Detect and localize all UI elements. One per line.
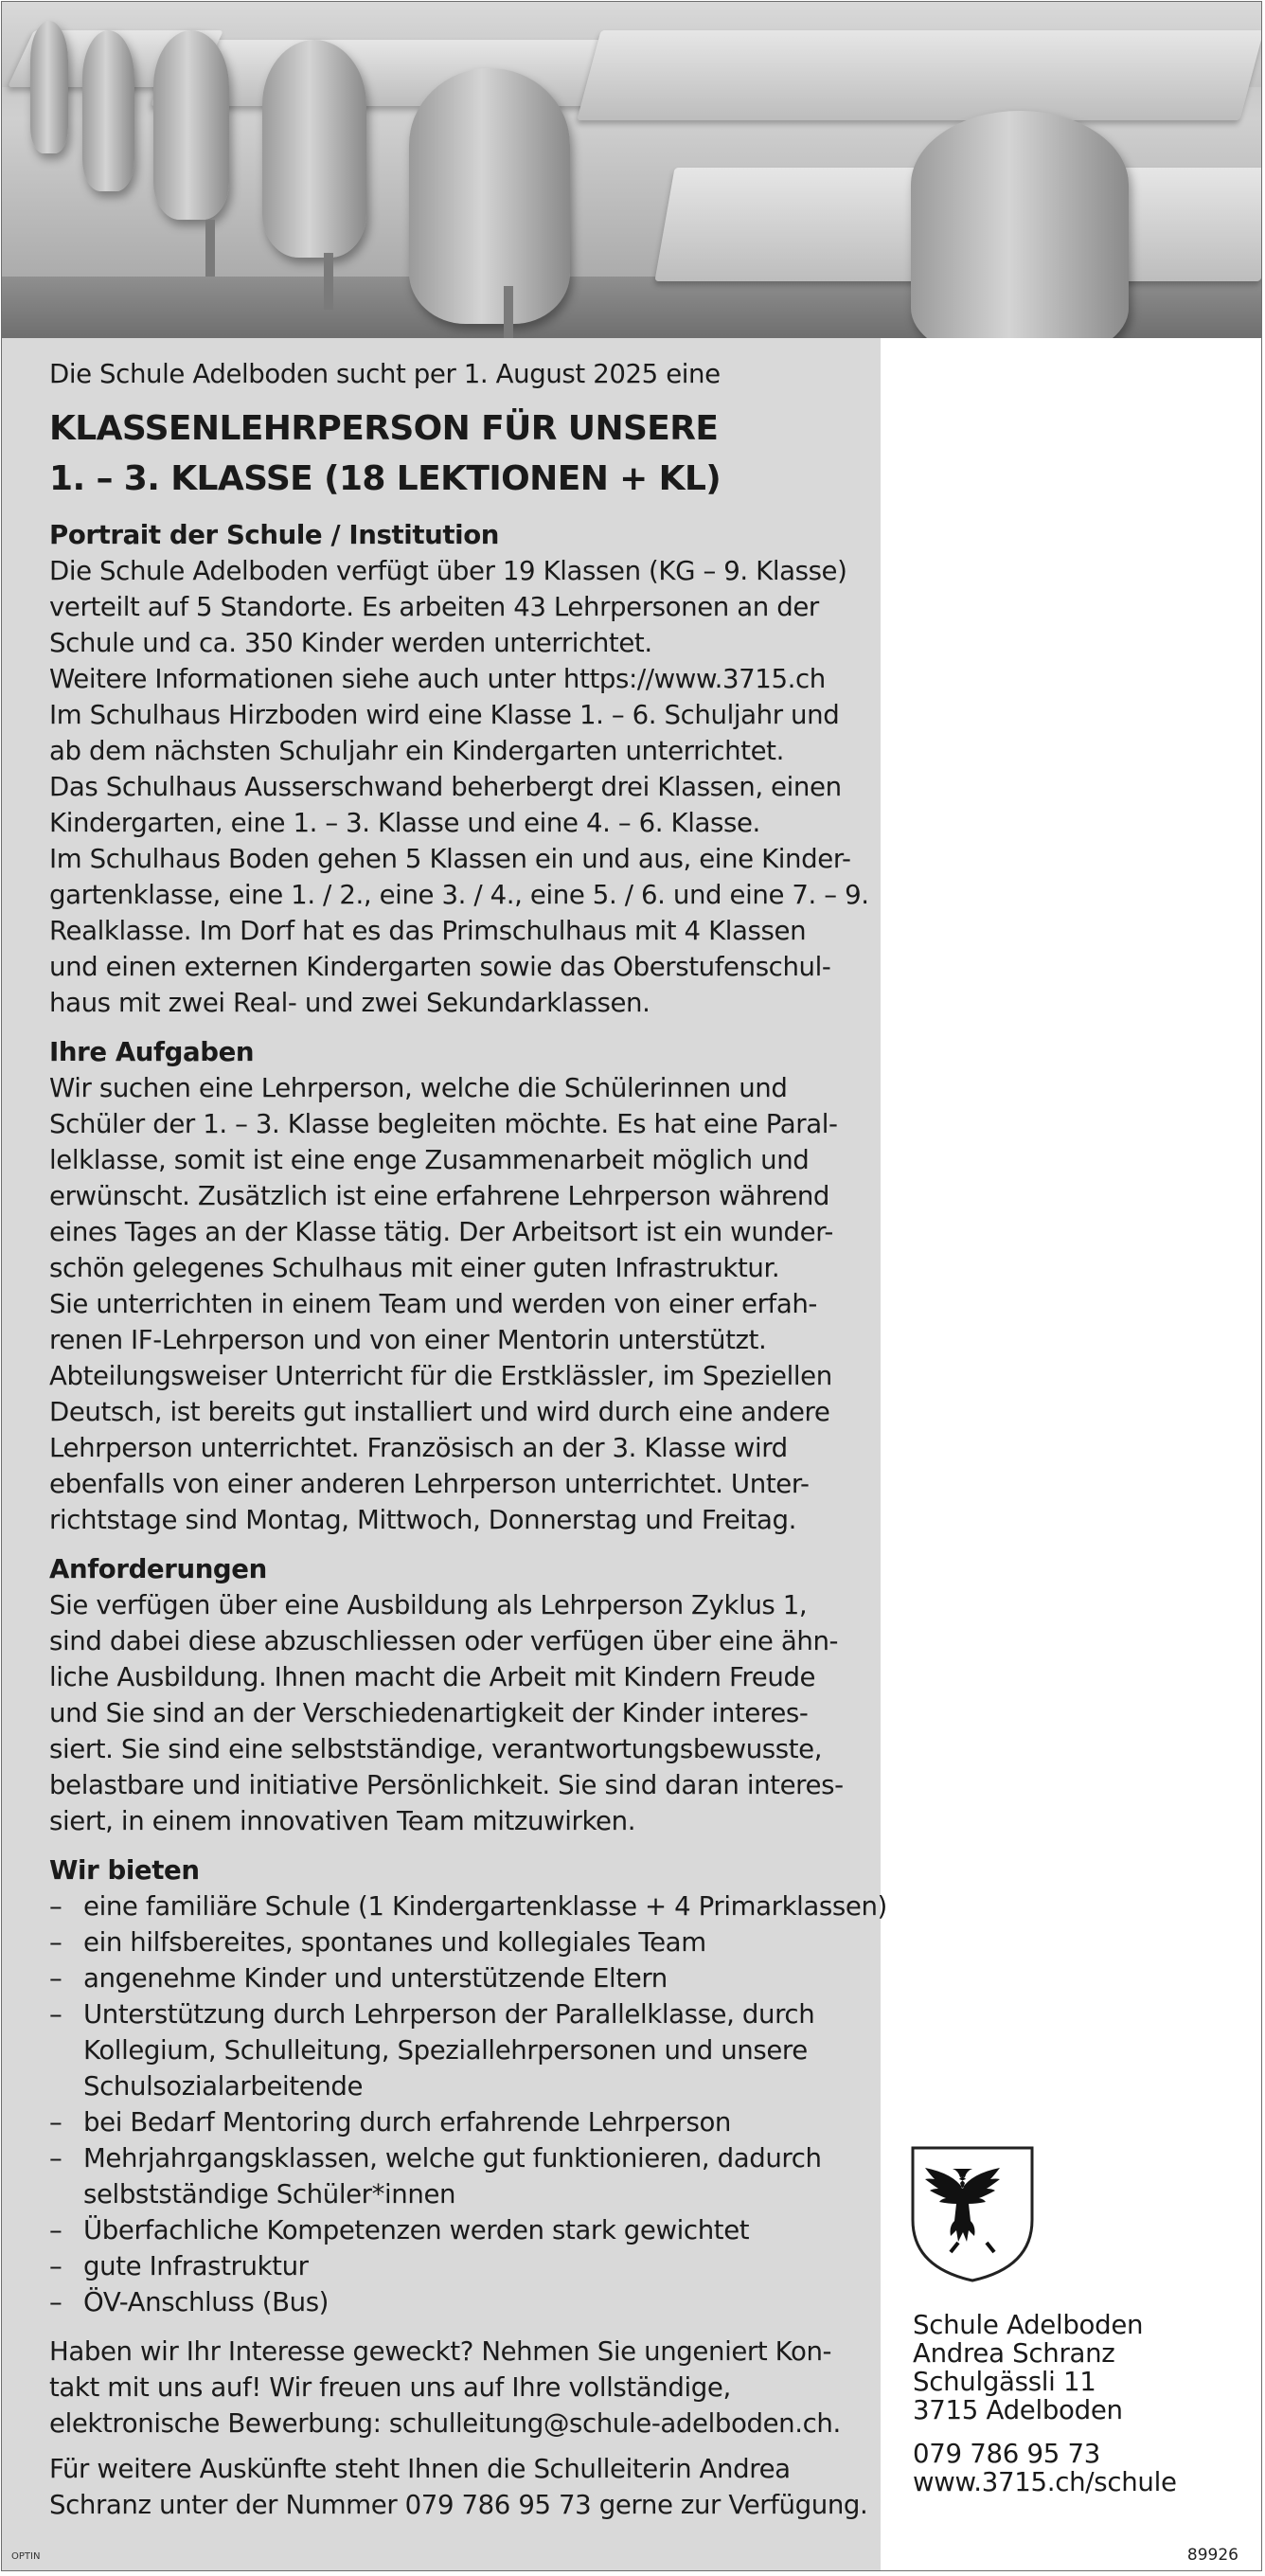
job-ad (1, 1, 1262, 2571)
offer-list (49, 1888, 887, 2320)
list-item-text: – angenehme Kinder und unterstützende Eltern (83, 1962, 668, 1994)
section-body (49, 1587, 873, 1839)
text-line: siert. Sie sind eine selbstständige, verantwortungsbewusste, (49, 1733, 823, 1764)
text-line: Schüler der 1. – 3. Klasse begleiten möchte. Es hat eine Paral- (49, 1108, 838, 1139)
section-title: Wir bieten (49, 1854, 200, 1886)
classroom-photo (2, 2, 1262, 338)
list-item-text: – gute Infrastruktur (83, 2250, 309, 2281)
text-line: Abteilungsweiser Unterricht für die Erstklässler, im Speziellen (49, 1360, 832, 1391)
text-line: erwünscht. Zusätzlich ist eine erfahrene Lehrperson während (49, 1180, 830, 1211)
text-line: und Sie sind an der Verschiedenartigkeit der Kinder interes- (49, 1697, 809, 1728)
ad-body (49, 356, 887, 2523)
text-line: Lehrperson unterrichtet. Französisch an der 3. Klasse wird (49, 1432, 788, 1463)
text-line: Realklasse. Im Dorf hat es das Primschulhaus mit 4 Klassen (49, 915, 807, 946)
contact-street: Schulgässli 11 (913, 2366, 1096, 2397)
text-line: siert, in einem innovativen Team mitzuwirken. (49, 1805, 636, 1836)
list-item-text: – ein hilfsbereites, spontanes und kollegiales Team (83, 1926, 706, 1958)
text-line: verteilt auf 5 Standorte. Es arbeiten 43 Lehrpersonen an der (49, 591, 819, 622)
eagle-coat-of-arms-icon (909, 2144, 1036, 2284)
text-line: Im Schulhaus Boden gehen 5 Klassen ein und aus, eine Kinder- (49, 843, 851, 874)
text-line: Wir suchen eine Lehrperson, welche die Schülerinnen und (49, 1072, 788, 1103)
text-line: Die Schule Adelboden verfügt über 19 Klassen (KG – 9. Klasse) (49, 555, 847, 586)
list-item (49, 2284, 873, 2320)
list-item-text: Kollegium, Schulleitung, Speziallehrpersonen und unsere (83, 2034, 808, 2066)
text-line: Kindergarten, eine 1. – 3. Klasse und eine 4. – 6. Klasse. (49, 807, 760, 838)
section-body (49, 553, 873, 1021)
contact-name: Andrea Schranz (913, 2337, 1115, 2369)
application-email[interactable]: elektronische Bewerbung: schulleitung@schule-adelboden.ch. (49, 2407, 841, 2439)
contact-org: Schule Adelboden (913, 2309, 1144, 2340)
section-aufgaben (49, 1034, 873, 1538)
section-portrait (49, 517, 873, 1021)
text-line: richtstage sind Montag, Mittwoch, Donnerstag und Freitag. (49, 1504, 796, 1535)
text-line: sind dabei diese abzuschliessen oder verfügen über eine ähn- (49, 1625, 839, 1656)
text-line: takt mit uns auf! Wir freuen uns auf Ihre vollständige, (49, 2371, 731, 2403)
list-item-text: Schulsozialarbeitende (83, 2070, 364, 2102)
text-line: Weitere Informationen siehe auch unter https://www.3715.ch (49, 663, 826, 694)
list-item-text: – Mehrjahrgangsklassen, welche gut funktionieren, dadurch (83, 2142, 822, 2174)
text-line: Für weitere Auskünfte steht Ihnen die Schulleiterin Andrea (49, 2453, 791, 2484)
list-item (49, 1960, 873, 1996)
list-item (49, 2140, 873, 2212)
text-line: gartenklasse, eine 1. / 2., eine 3. / 4., eine 5. / 6. und eine 7. – 9. (49, 879, 869, 910)
list-item (49, 2212, 873, 2248)
contact-phone[interactable]: 079 786 95 73 (913, 2438, 1100, 2469)
text-line: ebenfalls von einer anderen Lehrperson unterrichtet. Unter- (49, 1468, 810, 1499)
job-title-line-2: 1. – 3. KLASSE (18 LEKTIONEN + KL) (49, 459, 722, 498)
text-line: haus mit zwei Real- und zwei Sekundarklassen. (49, 987, 650, 1018)
section-title: Anforderungen (49, 1553, 267, 1584)
contact-block (913, 2311, 1177, 2496)
list-item (49, 2104, 873, 2140)
list-item-text: – bei Bedarf Mentoring durch erfahrende Lehrperson (83, 2106, 732, 2138)
text-line: Schranz unter der Nummer 079 786 95 73 gerne zur Verfügung. (49, 2489, 868, 2520)
text-line: renen IF-Lehrperson und von einer Mentorin unterstützt. (49, 1324, 767, 1355)
job-title-line-1: KLASSENLEHRPERSON FÜR UNSERE (49, 409, 719, 448)
text-line: Deutsch, ist bereits gut installiert und wird durch eine andere (49, 1396, 830, 1427)
section-anforderungen (49, 1551, 873, 1839)
list-item (49, 1924, 873, 1960)
text-line: Das Schulhaus Ausserschwand beherbergt drei Klassen, einen (49, 771, 842, 802)
text-line: Haben wir Ihr Interesse geweckt? Nehmen Sie ungeniert Kon- (49, 2335, 832, 2367)
list-item (49, 2248, 873, 2284)
job-title (49, 403, 873, 504)
text-line: Im Schulhaus Hirzboden wird eine Klasse 1. – 6. Schuljahr und (49, 699, 840, 730)
list-item (49, 1996, 873, 2104)
contact-city: 3715 Adelboden (913, 2394, 1123, 2425)
list-item (49, 1888, 887, 1924)
intro-text: Die Schule Adelboden sucht per 1. August 2025 eine (49, 358, 721, 389)
list-item-text: – Überfachliche Kompetenzen werden stark gewichtet (83, 2214, 750, 2245)
text-line: belastbare und initiative Persönlichkeit. Sie sind daran interes- (49, 1769, 844, 1800)
closing-paragraph-1 (49, 2334, 873, 2442)
section-title: Portrait der Schule / Institution (49, 519, 499, 550)
closing-paragraph-2 (49, 2451, 873, 2523)
text-line: eines Tages an der Klasse tätig. Der Arbeitsort ist ein wunder- (49, 1216, 833, 1247)
list-item-text: – Unterstützung durch Lehrperson der Parallelklasse, durch (83, 1998, 815, 2030)
contact-web[interactable]: www.3715.ch/schule (913, 2466, 1177, 2497)
footer-left-code: OPTIN (11, 2551, 41, 2562)
text-line: ab dem nächsten Schuljahr ein Kindergarten unterrichtet. (49, 735, 784, 766)
text-line: lelklasse, somit ist eine enge Zusammenarbeit möglich und (49, 1144, 810, 1175)
list-item-text: – ÖV-Anschluss (Bus) (83, 2286, 330, 2317)
text-line: Sie unterrichten in einem Team und werden von einer erfah- (49, 1288, 817, 1319)
section-body (49, 1070, 873, 1538)
text-line: und einen externen Kindergarten sowie das Oberstufenschul- (49, 951, 831, 982)
section-title: Ihre Aufgaben (49, 1036, 255, 1067)
text-line: Schule und ca. 350 Kinder werden unterrichtet. (49, 627, 652, 658)
section-wir-bieten (49, 1852, 887, 2320)
text-line: schön gelegenes Schulhaus mit einer guten Infrastruktur. (49, 1252, 780, 1283)
list-item-text: – eine familiäre Schule (1 Kindergartenklasse + 4 Primarklassen) (83, 1890, 887, 1922)
text-line: liche Ausbildung. Ihnen macht die Arbeit mit Kindern Freude (49, 1661, 816, 1692)
list-item-text: selbstständige Schüler*innen (83, 2178, 456, 2209)
footer-ad-number: 89926 (1186, 2546, 1238, 2565)
text-line: Sie verfügen über eine Ausbildung als Lehrperson Zyklus 1, (49, 1589, 808, 1620)
